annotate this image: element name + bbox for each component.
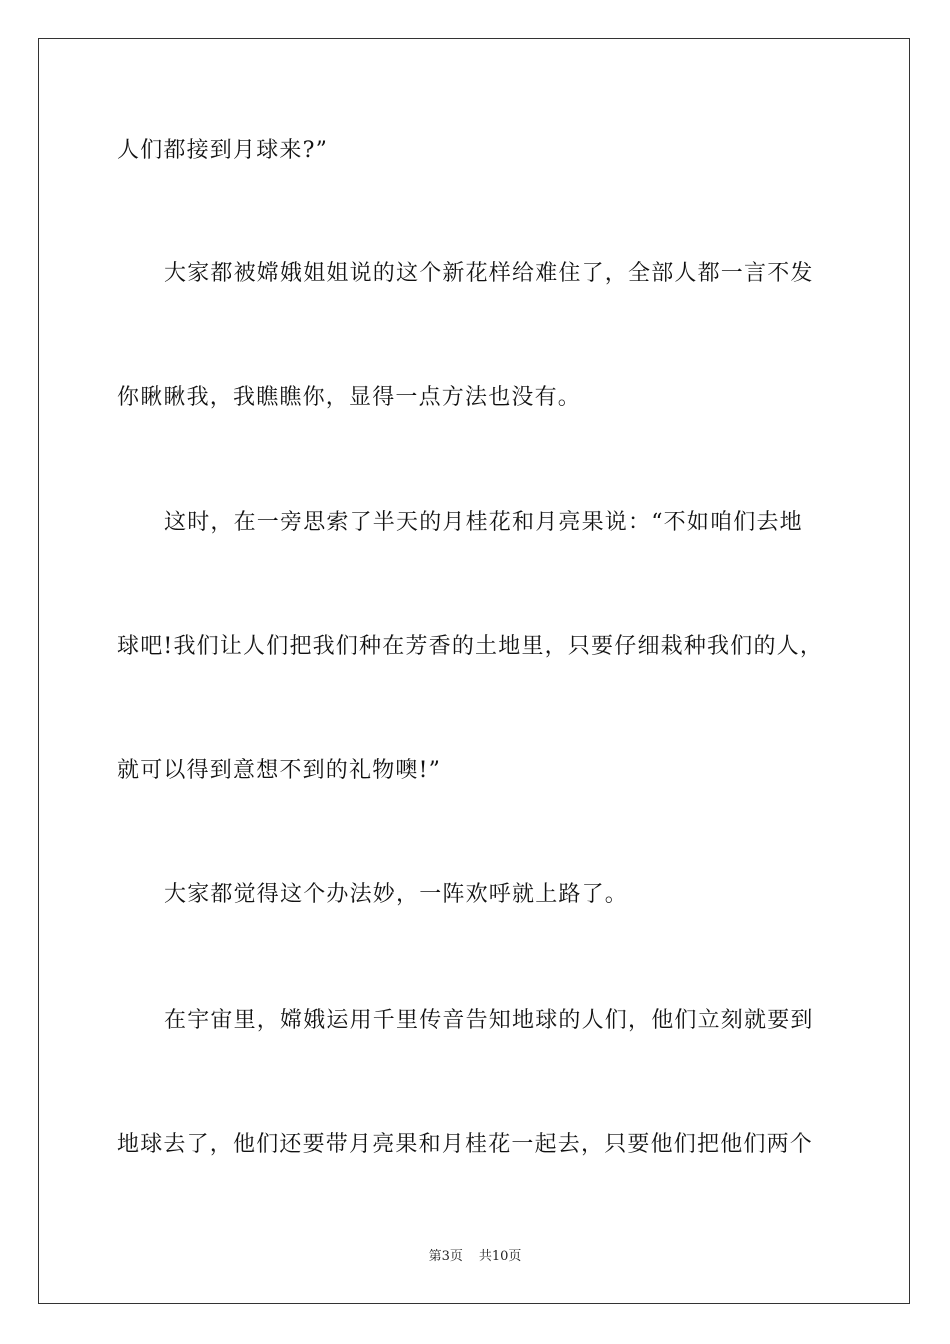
text-line-6: 就可以得到意想不到的礼物噢!” — [117, 758, 442, 783]
text-line-3: 你瞅瞅我，我瞧瞧你，显得一点方法也没有。 — [117, 385, 582, 410]
page-border — [38, 38, 910, 1304]
text-line-4: 这时，在一旁思索了半天的月桂花和月亮果说：“不如咱们去地 — [164, 510, 803, 535]
text-line-8: 在宇宙里，嫦娥运用千里传音告知地球的人们，他们立刻就要到 — [164, 1008, 814, 1033]
text-line-5: 球吧!我们让人们把我们种在芳香的土地里，只要仔细栽种我们的人， — [117, 634, 824, 659]
page-number: 第3页 — [428, 1249, 463, 1264]
text-line-1: 人们都接到月球来?” — [117, 138, 329, 163]
page-total: 共10页 — [478, 1249, 522, 1264]
text-line-2: 大家都被嫦娥姐姐说的这个新花样给难住了，全部人都一言不发 — [164, 261, 814, 286]
text-line-9: 地球去了，他们还要带月亮果和月桂花一起去，只要他们把他们两个 — [117, 1132, 814, 1157]
text-line-7: 大家都觉得这个办法妙，一阵欢呼就上路了。 — [164, 882, 629, 907]
page-footer — [0, 1248, 950, 1266]
